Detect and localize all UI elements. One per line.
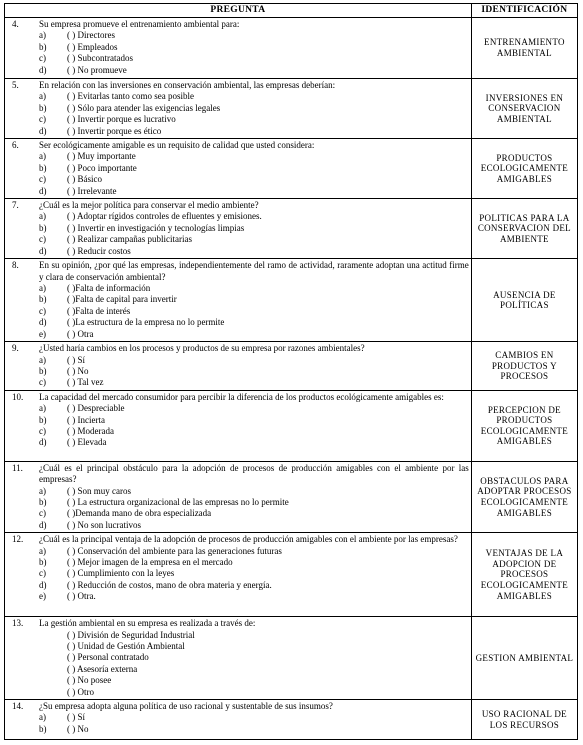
option-text: ( ) Irrelevante: [67, 185, 117, 196]
question-number: 8.: [12, 260, 19, 271]
option-letter: d): [39, 579, 47, 590]
option-letter: d): [39, 245, 47, 256]
option-text: ( ) Conservación del ambiente para las generaciones futuras: [67, 545, 282, 556]
question-cell: [5, 390, 472, 461]
option-text: ( ) Sí: [67, 712, 85, 723]
question-text: En su opinión, ¿por qué las empresas, independientemente del ramo de actividad, raramente adoptan una actitud firme y clara de conservación ambiental?: [39, 260, 469, 282]
answer-option: [39, 675, 469, 686]
option-letter: c): [39, 425, 46, 436]
identification-label: POLITICAS PARA LA CONSERVACION DEL AMBIENTE: [477, 212, 571, 244]
option-letter: a): [39, 354, 46, 365]
option-text: ( ) Tal vez: [67, 377, 104, 388]
option-text: ( ) Reducir costos: [67, 245, 131, 256]
question-text: ¿Cuál es la mejor política para conservar el medio ambiente?: [39, 200, 259, 211]
identification-cell: [471, 18, 577, 79]
identification-label: GESTION AMBIENTAL: [475, 652, 574, 663]
answer-option: [39, 283, 469, 294]
answer-option: [39, 508, 469, 519]
option-text: ( ) No: [67, 365, 89, 376]
option-letter: c): [39, 114, 46, 125]
identification-label: CAMBIOS EN PRODUCTOS Y PROCESOS: [491, 350, 557, 382]
option-text: ( ) Unidad de Gestión Ambiental: [67, 640, 185, 651]
answer-option: [39, 329, 469, 340]
option-text: ( ) Realizar campañas publicitarias: [67, 234, 192, 245]
option-letter: c): [39, 234, 46, 245]
answer-option: [39, 294, 469, 305]
question-number: 10.: [12, 391, 24, 402]
question-number: 11.: [12, 462, 23, 473]
answer-option: [39, 546, 469, 557]
identification-cell: [471, 199, 577, 259]
question-cell: [5, 199, 472, 259]
answer-option: [39, 580, 469, 591]
answer-option: [39, 65, 469, 76]
option-text: ( ) Básico: [67, 174, 102, 185]
question-text: Su empresa promueve el entrenamiento ambiental para:: [39, 19, 240, 29]
option-text: ( ) No posee: [67, 675, 112, 686]
option-text: ( ) Empleados: [67, 41, 118, 52]
answer-option: [39, 712, 469, 723]
option-letter: b): [39, 41, 47, 52]
option-text: ( ) Otro: [67, 686, 94, 697]
question-number: 12.: [12, 534, 24, 545]
question-row: [5, 533, 578, 617]
question-cell: [5, 461, 472, 532]
option-letter: c): [39, 305, 46, 316]
question-number: 14.: [12, 701, 24, 711]
answer-option: [39, 103, 469, 114]
question-cell: [5, 259, 472, 342]
question-row: [5, 79, 578, 139]
identification-label: OBSTACULOS PARA ADOPTAR PROCESOS ECOLOGICAMENTE AMIGABLES: [477, 475, 572, 518]
option-letter: e): [39, 328, 46, 339]
option-letter: a): [39, 712, 46, 723]
option-text: ( )Falta de interés: [67, 305, 131, 316]
identification-cell: [471, 390, 577, 461]
option-text: ( )Demanda mano de obra especializada: [67, 508, 212, 519]
answer-option: [39, 426, 469, 437]
option-text: ( )La estructura de la empresa no lo permite: [67, 317, 225, 328]
option-text: ( ) Asesoría externa: [67, 663, 138, 674]
option-letter: a): [39, 545, 46, 556]
question-number: 5.: [12, 80, 19, 90]
option-letter: d): [39, 185, 47, 196]
answer-option: [39, 186, 469, 197]
identificacion-header: IDENTIFICACIÓN: [471, 4, 577, 18]
answer-option: [39, 246, 469, 257]
option-letter: a): [39, 91, 46, 102]
question-text: La gestión ambiental en su empresa es realizada a través de:: [39, 618, 256, 629]
question-row: [5, 199, 578, 259]
question-text: Ser ecológicamente amigable es un requisito de calidad que usted considera:: [39, 140, 315, 151]
option-letter: a): [39, 211, 46, 222]
option-letter: d): [39, 64, 47, 75]
option-text: ( ) No: [67, 723, 89, 734]
question-text: ¿Cuál es el principal obstáculo para la adopción de procesos de producción amigables con el ambiente por las empresas?: [39, 462, 469, 485]
question-row: [5, 617, 578, 700]
option-text: ( ) Invertir porque es lucrativo: [67, 114, 176, 125]
option-text: ( ) Directores: [67, 30, 115, 41]
question-row: [5, 461, 578, 532]
option-letter: c): [39, 53, 46, 64]
identification-cell: [471, 139, 577, 199]
option-letter: b): [39, 102, 47, 113]
question-cell: [5, 139, 472, 199]
answer-option: [39, 223, 469, 234]
question-row: [5, 18, 578, 79]
option-text: ( )Falta de capital para invertir: [67, 294, 177, 305]
answer-option: [39, 53, 469, 64]
question-text: La capacidad del mercado consumidor para percibir la diferencia de los productos ecológicamente amigables es:: [39, 391, 444, 402]
option-text: ( ) Son muy caros: [67, 485, 131, 496]
identification-cell: [471, 617, 577, 700]
option-text: ( ) Reducción de costos, mano de obra materia y energía.: [67, 579, 272, 590]
question-row: [5, 390, 578, 461]
option-text: ( ) División de Seguridad Industrial: [67, 629, 195, 640]
identification-cell: [471, 259, 577, 342]
option-letter: c): [39, 508, 46, 519]
option-letter: a): [39, 403, 46, 414]
option-letter: c): [39, 377, 46, 388]
question-text: ¿Usted haría cambios en los procesos y productos de su empresa por razones ambientales?: [39, 343, 365, 354]
answer-option: [39, 234, 469, 245]
option-letter: a): [39, 485, 46, 496]
option-letter: b): [39, 496, 47, 507]
answer-option: [39, 377, 469, 388]
option-text: ( ) Sí: [67, 354, 85, 365]
question-cell: [5, 700, 472, 740]
identification-cell: [471, 79, 577, 139]
answer-option: [39, 174, 469, 185]
option-letter: b): [39, 294, 47, 305]
option-text: ( ) Elevada: [67, 437, 107, 448]
answer-option: [39, 641, 469, 652]
answer-option: [39, 568, 469, 579]
option-text: ( ) Invertir en investigación y tecnologías limpias: [67, 222, 245, 233]
option-letter: b): [39, 414, 47, 425]
answer-option: [39, 724, 469, 735]
answer-option: [39, 630, 469, 641]
option-text: ( ) Otra.: [67, 591, 96, 602]
question-number: 4.: [12, 19, 19, 29]
question-row: [5, 700, 578, 740]
identification-cell: [471, 533, 577, 617]
identification-label: INVERSIONES EN CONSERVACION AMBIENTAL: [485, 92, 564, 124]
option-text: ( ) Evitarlas tanto como sea posible: [67, 91, 194, 102]
option-text: ( ) Invertir porque es ético: [67, 125, 162, 136]
option-text: ( ) No promueve: [67, 64, 127, 75]
questions-body: [5, 18, 578, 740]
option-text: ( ) Despreciable: [67, 403, 125, 414]
option-text: ( ) Incierta: [67, 414, 105, 425]
answer-option: [39, 42, 469, 53]
option-letter: d): [39, 519, 47, 530]
answer-option: [39, 30, 469, 41]
question-number: 6.: [12, 140, 19, 151]
answer-option: [39, 126, 469, 137]
option-letter: d): [39, 437, 47, 448]
answer-option: [39, 664, 469, 675]
identification-label: VENTAJAS DE LA ADOPCION DE PROCESOS ECOLOGICAMENTE AMIGABLES: [480, 548, 568, 601]
answer-option: [39, 355, 469, 366]
option-letter: b): [39, 556, 47, 567]
option-text: ( ) Personal contratado: [67, 652, 149, 663]
answer-option: [39, 151, 469, 162]
option-letter: b): [39, 222, 47, 233]
answer-option: [39, 211, 469, 222]
answer-option: [39, 652, 469, 663]
answer-option: [39, 91, 469, 102]
option-text: ( ) No son lucrativos: [67, 519, 141, 530]
answer-option: [39, 403, 469, 414]
option-text: ( ) Adoptar rígidos controles de efluentes y emisiones.: [67, 211, 262, 222]
option-text: ( ) Poco importante: [67, 162, 137, 173]
answer-option: [39, 366, 469, 377]
option-letter: c): [39, 568, 46, 579]
question-row: [5, 342, 578, 391]
option-letter: b): [39, 365, 47, 376]
identification-label: USO RACIONAL DE LOS RECURSOS: [481, 708, 567, 730]
answer-option: [39, 497, 469, 508]
question-text: ¿Su empresa adopta alguna política de uso racional y sustentable de sus insumos?: [39, 701, 333, 711]
question-cell: [5, 617, 472, 700]
option-text: ( ) Mejor imagen de la empresa en el mercado: [67, 556, 233, 567]
option-letter: d): [39, 125, 47, 136]
option-text: ( )Falta de información: [67, 282, 151, 293]
identification-label: PRODUCTOS ECOLOGICAMENTE AMIGABLES: [480, 152, 568, 184]
option-text: ( ) Cumplimiento con la leyes: [67, 568, 175, 579]
answer-option: [39, 520, 469, 531]
answer-option: [39, 687, 469, 698]
option-letter: a): [39, 151, 46, 162]
answer-option: [39, 317, 469, 328]
identification-label: AUSENCIA DE POLÍTICAS: [493, 289, 556, 311]
identification-label: ENTRENAMIENTO AMBIENTAL: [484, 37, 565, 58]
option-text: ( ) Muy importante: [67, 151, 136, 162]
identification-cell: [471, 342, 577, 391]
answer-option: [39, 486, 469, 497]
questionnaire-page: [4, 3, 578, 740]
option-letter: a): [39, 282, 46, 293]
question-cell: [5, 79, 472, 139]
questionnaire-table: [4, 3, 578, 740]
identification-label: PERCEPCION DE PRODUCTOS ECOLOGICAMENTE AMIGABLES: [480, 404, 568, 447]
answer-option: [39, 557, 469, 568]
option-letter: d): [39, 317, 47, 328]
answer-option: [39, 163, 469, 174]
option-letter: b): [39, 162, 47, 173]
question-number: 7.: [12, 200, 19, 211]
option-text: ( ) La estructura organizacional de las empresas no lo permite: [67, 496, 289, 507]
answer-option: [39, 114, 469, 125]
question-row: [5, 139, 578, 199]
question-cell: [5, 342, 472, 391]
question-number: 9.: [12, 343, 19, 354]
question-text: ¿Cuál es la principal ventaja de la adopción de procesos de producción amigables con el ambiente por las empresas?: [39, 534, 458, 545]
question-cell: [5, 533, 472, 617]
option-text: ( ) Otra: [67, 328, 94, 339]
answer-option: [39, 437, 469, 448]
answer-option: [39, 415, 469, 426]
option-letter: a): [39, 30, 46, 41]
option-text: ( ) Subcontratados: [67, 53, 133, 64]
question-number: 13.: [12, 618, 24, 629]
question-row: [5, 259, 578, 342]
header-row: [5, 4, 578, 18]
pregunta-header: PREGUNTA: [5, 4, 472, 18]
option-letter: c): [39, 174, 46, 185]
answer-option: [39, 306, 469, 317]
option-text: ( ) Moderada: [67, 425, 114, 436]
option-letter: e): [39, 591, 46, 602]
option-text: ( ) Sólo para atender las exigencias legales: [67, 102, 221, 113]
question-cell: [5, 18, 472, 79]
option-letter: b): [39, 723, 47, 734]
identification-cell: [471, 700, 577, 740]
question-text: En relación con las inversiones en conservación ambiental, las empresas deberían:: [39, 80, 336, 90]
answer-option: [39, 591, 469, 602]
identification-cell: [471, 461, 577, 532]
